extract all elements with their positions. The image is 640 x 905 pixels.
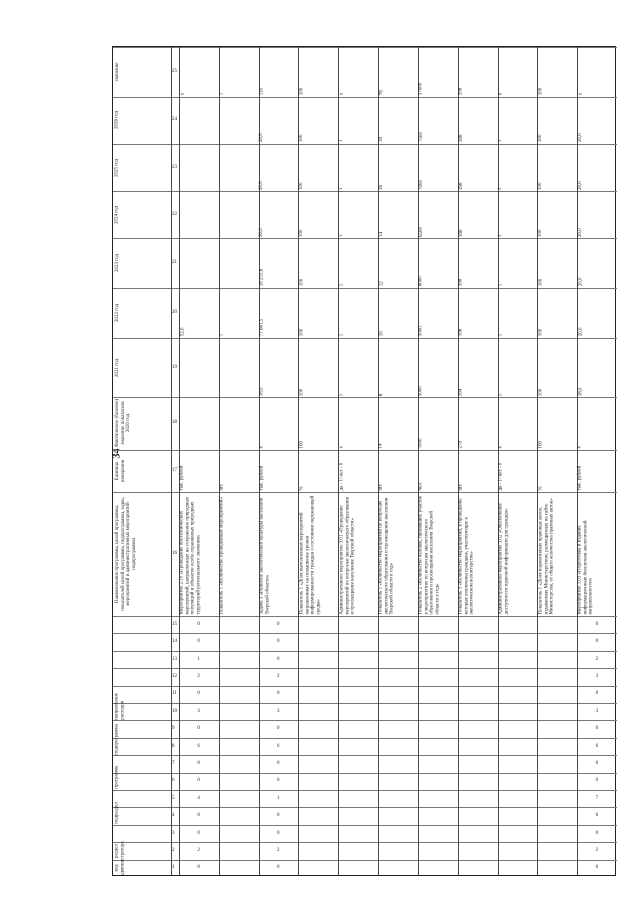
row-year-value: 1 (339, 284, 345, 287)
code-digit: 3 (595, 673, 599, 679)
row-name: Показатель 2 «Количество человек, принявших участие в мероприятиях по вопросам экологического образования и просвещения населения Тверской области в год» (418, 495, 441, 615)
code-digit: 0 (197, 830, 200, 836)
band-divider (113, 860, 617, 861)
band-divider (113, 842, 617, 843)
column-header: значение (114, 62, 120, 82)
row-base-value: 100 (299, 440, 305, 449)
row-year-value: 1 (498, 139, 504, 143)
column-number: 10 (172, 708, 177, 714)
column-number: 17 (172, 467, 177, 473)
row-year-value: 100 (299, 134, 305, 143)
row-unit: чел. (418, 481, 424, 491)
column-number: 19 (172, 364, 177, 370)
column-number: 14 (172, 639, 177, 645)
code-digit: 0 (277, 656, 280, 662)
row-base-value: х (498, 445, 504, 449)
row-unit: да - 1/ нет - 0 (339, 462, 345, 491)
row-year-value: 1 (219, 333, 225, 337)
column-header: 2026 год (114, 111, 120, 130)
column-header: раздел (114, 843, 120, 858)
row-year-value: 1 (498, 284, 504, 287)
column-number: 18 (172, 420, 177, 426)
row-year-value: 18 255,8 (259, 269, 265, 287)
code-digit: 0 (277, 813, 280, 819)
row-year-value: 394 (458, 388, 464, 396)
row-unit: тыс. рублей (259, 465, 265, 491)
row-year-value: 20,0 (259, 180, 265, 190)
column-number: 22 (172, 211, 177, 217)
column-number: 25 (172, 68, 177, 74)
row-year-value: 20,0 (578, 228, 584, 237)
header-divider (171, 47, 172, 875)
code-digit: 0 (595, 691, 599, 697)
column-header: 2022 год (114, 303, 120, 322)
code-digit: 0 (595, 639, 599, 645)
row-year-value: 1 (498, 187, 504, 190)
row-name: Показатель 1 «Доля выполненных мероприятий направленных на повышение уровня информированности граждан о состоянии окружающей среды» (299, 495, 322, 615)
code-digit: 0 (277, 726, 280, 732)
code-digit: 2 (197, 673, 200, 679)
code-digit: 0 (277, 830, 280, 836)
column-number: 20 (172, 309, 177, 315)
row-target: х (578, 92, 584, 96)
code-digit: 0 (277, 760, 280, 766)
column-header: 2024 год (114, 205, 120, 224)
band-divider (113, 807, 617, 808)
row-year-value: 7000 (418, 179, 424, 190)
band-divider (113, 825, 617, 826)
code-digit: 0 (277, 621, 280, 627)
row-name: Задача 3 «Развитие экологической культуры населения Тверской области» (259, 497, 271, 615)
row-target: х (179, 92, 185, 96)
band-divider (113, 338, 617, 339)
row-year-value: 18,0 (259, 387, 265, 396)
program-table (112, 46, 616, 876)
row-year-value: 100 (538, 134, 544, 143)
code-digit: 3 (277, 708, 280, 714)
row-year-value: 12 (379, 281, 385, 287)
code-digit: 2 (277, 673, 280, 679)
row-name: Показатель 1 «Количество мероприятий по вопросам экологического образования и просвещения населения Тверской области в год» (379, 497, 396, 615)
row-year-value: 7500 (418, 132, 424, 143)
band-divider (113, 720, 617, 721)
row-year-value: 1 (339, 187, 345, 190)
code-digit: 7 (595, 795, 599, 801)
code-digit: 4 (197, 795, 200, 801)
row-year-value: 20,0 (259, 228, 265, 237)
row-year-value: 71 661,5 (259, 318, 265, 337)
row-year-value: 398 (458, 279, 464, 287)
row-year-value: 1 (339, 234, 345, 237)
row-year-value: 5000 (418, 385, 424, 396)
row-base-value: 14 (379, 443, 385, 449)
band-divider (113, 790, 617, 791)
row-target: х (498, 92, 504, 96)
row-year-value: 20,0 (578, 180, 584, 190)
row-year-value: 398 (458, 182, 464, 190)
row-year-value: 6000 (418, 276, 424, 287)
row-year-value: 100 (299, 182, 305, 190)
row-year-value: 8 (379, 393, 385, 396)
column-number: 24 (172, 117, 177, 123)
row-base-value: х (578, 445, 584, 449)
column-header: код администратора (114, 841, 126, 876)
column-header: Фактическое (базовое) значение показателя 2020 год (114, 399, 132, 448)
band-divider (113, 773, 617, 774)
code-digit: 0 (197, 639, 200, 645)
row-unit: шт. (379, 483, 385, 491)
column-number: 15 (172, 621, 177, 627)
row-year-value: 18,0 (578, 387, 584, 396)
row-base-value: 7000 (418, 438, 424, 449)
code-digit: 6 (595, 743, 599, 749)
band-divider (113, 668, 617, 669)
column-number: 21 (172, 260, 177, 266)
column-number: 4 (172, 813, 175, 819)
row-base-value: 278 (458, 440, 464, 449)
code-digit: 0 (197, 778, 200, 784)
band-divider (113, 397, 617, 398)
column-number: 11 (172, 691, 177, 697)
code-digit: 1 (277, 795, 280, 801)
column-header: направление расходов (114, 692, 126, 720)
row-year-value: 100 (538, 388, 544, 396)
code-digit: 0 (197, 760, 200, 766)
column-header: 2021 год (114, 358, 120, 377)
column-header: 2025 год (114, 158, 120, 177)
row-unit: % (538, 486, 544, 491)
row-target: 37000 (418, 82, 424, 96)
band-divider (113, 144, 617, 145)
code-digit: 0 (595, 621, 599, 627)
row-unit: шт. (219, 483, 225, 491)
row-year-value: 52,0 (179, 327, 185, 337)
column-number: 6 (172, 778, 175, 784)
row-name: Административное мероприятие 3.01 «Проведение мероприятий по вопросам экологического образования и просвещения населения Тверской области» (339, 496, 356, 615)
band-divider (113, 651, 617, 652)
code-digit: 2 (595, 656, 599, 662)
code-digit: 0 (277, 865, 280, 871)
band-divider (113, 633, 617, 634)
row-year-value: 1 (498, 393, 504, 396)
code-digit: 0 (595, 813, 599, 819)
column-number: 13 (172, 656, 177, 662)
column-header: программа (114, 766, 120, 790)
row-year-value: 18 (379, 137, 385, 143)
row-year-value: 398 (458, 229, 464, 237)
column-number: 12 (172, 673, 177, 679)
row-year-value: 1 (339, 139, 345, 143)
row-year-value: 14 (379, 231, 385, 237)
row-year-value: 20,0 (578, 277, 584, 287)
row-year-value: 1 (339, 333, 345, 337)
row-year-value: 100 (299, 279, 305, 287)
code-digit: 0 (197, 726, 200, 732)
row-year-value: 398 (458, 134, 464, 143)
code-digit: 2 (595, 847, 599, 853)
row-target: 78 (379, 90, 385, 96)
column-header: 2023 год (114, 254, 120, 273)
row-target: х (339, 92, 345, 96)
column-number: 2 (172, 847, 175, 853)
row-target: 100 (538, 87, 544, 96)
row-year-value: 16 (379, 184, 385, 190)
band-divider (113, 686, 617, 687)
row-year-value: 100 (299, 328, 305, 337)
column-header: подраздел (114, 802, 120, 824)
column-number: 8 (172, 743, 175, 749)
code-digit: 0 (197, 691, 200, 697)
code-digit: 0 (277, 639, 280, 645)
row-year-value: 6500 (418, 226, 424, 237)
row-target: 110 (259, 87, 265, 96)
row-name: Мероприятие 3.03 «Подготовка и издание информационных бюллетеня экологической направленности» (578, 520, 595, 615)
band-divider (113, 755, 617, 756)
column-header: подпрограмма (114, 723, 120, 755)
row-year-value: 100 (538, 279, 544, 287)
code-digit: 0 (595, 726, 599, 732)
column-number: 16 (172, 550, 177, 556)
column-header: Единица измерения (114, 459, 126, 482)
row-year-value: 1 (498, 333, 504, 337)
column-number: 9 (172, 726, 175, 732)
column-number: 1 (172, 865, 175, 871)
band-divider (113, 616, 617, 617)
row-year-value: 100 (299, 388, 305, 396)
row-target: 100 (299, 87, 305, 96)
row-base-value: х (259, 445, 265, 449)
row-year-value: 1 (498, 234, 504, 237)
row-year-value: 396 (458, 328, 464, 337)
code-digit: 1 (197, 656, 200, 662)
column-number: 7 (172, 760, 175, 766)
row-name: Показатель 1 «Доля нормативных правовых актов, издаваемых Министерством, размещенных на сайте Министерства, от общего количества правовых актов» (538, 498, 555, 615)
code-digit: 0 (595, 760, 599, 766)
code-digit: 0 (197, 621, 200, 627)
code-digit: 3 (197, 708, 200, 714)
row-year-value: 100 (538, 328, 544, 337)
code-digit: 0 (277, 778, 280, 784)
row-target: 1 (219, 92, 225, 96)
row-unit: шт. (458, 483, 464, 491)
code-digit: 3 (595, 708, 599, 714)
band-divider (113, 738, 617, 739)
row-unit: тыс. рублей (578, 465, 584, 491)
row-target: 398 (458, 87, 464, 96)
row-year-value: 1 (339, 393, 345, 396)
row-year-value: 5000 (418, 326, 424, 337)
row-name: Показатель 1 «Количество проведенных мероприятий» (219, 497, 225, 615)
code-digit: 0 (197, 813, 200, 819)
column-header: Наименование программы, целей программы, показателей целей программы, подпрограммы, задач, мероприятий и административных мероприятий подпрограммы (115, 497, 137, 611)
page-number: 34 (111, 448, 123, 459)
code-digit: 2 (197, 847, 200, 853)
code-digit: 0 (595, 830, 599, 836)
code-digit: 0 (277, 691, 280, 697)
code-digit: 0 (595, 865, 599, 871)
row-year-value: 20,0 (259, 133, 265, 143)
code-digit: 0 (197, 865, 200, 871)
row-year-value: 20,0 (578, 327, 584, 337)
code-digit: 2 (277, 847, 280, 853)
row-base-value: х (339, 445, 345, 449)
column-number: 23 (172, 164, 177, 170)
row-unit: % (299, 486, 305, 491)
row-name: Показатель 3 «Количество мероприятий, в проведение которых вовлечены граждане, участвующие в экологическом волонтерстве» (458, 498, 475, 615)
row-base-value: 100 (538, 440, 544, 449)
column-number: 5 (172, 795, 175, 801)
row-year-value: 10 (379, 331, 385, 337)
row-year-value: 100 (538, 229, 544, 237)
code-digit: 6 (277, 743, 280, 749)
row-year-value: 20,0 (578, 133, 584, 143)
row-year-value: 100 (538, 182, 544, 190)
row-name: Административное мероприятие 3.02 «Обеспечение доступности правовой информации для граждан» (498, 503, 510, 615)
row-year-value: 100 (299, 229, 305, 237)
code-digit: 6 (197, 743, 200, 749)
row-unit: тыс. рублей (179, 465, 185, 491)
row-name: Мероприятие 2.10 «Проведение биотехнических мероприятий, направленных на сохранение природных популяций и объектов особо охраняемых природных территорий регионального значения» (180, 496, 202, 615)
band-divider (113, 703, 617, 704)
code-digit: 0 (595, 778, 599, 784)
row-unit: да - 1/ нет - 0 (498, 462, 504, 491)
column-number: 3 (172, 830, 175, 836)
